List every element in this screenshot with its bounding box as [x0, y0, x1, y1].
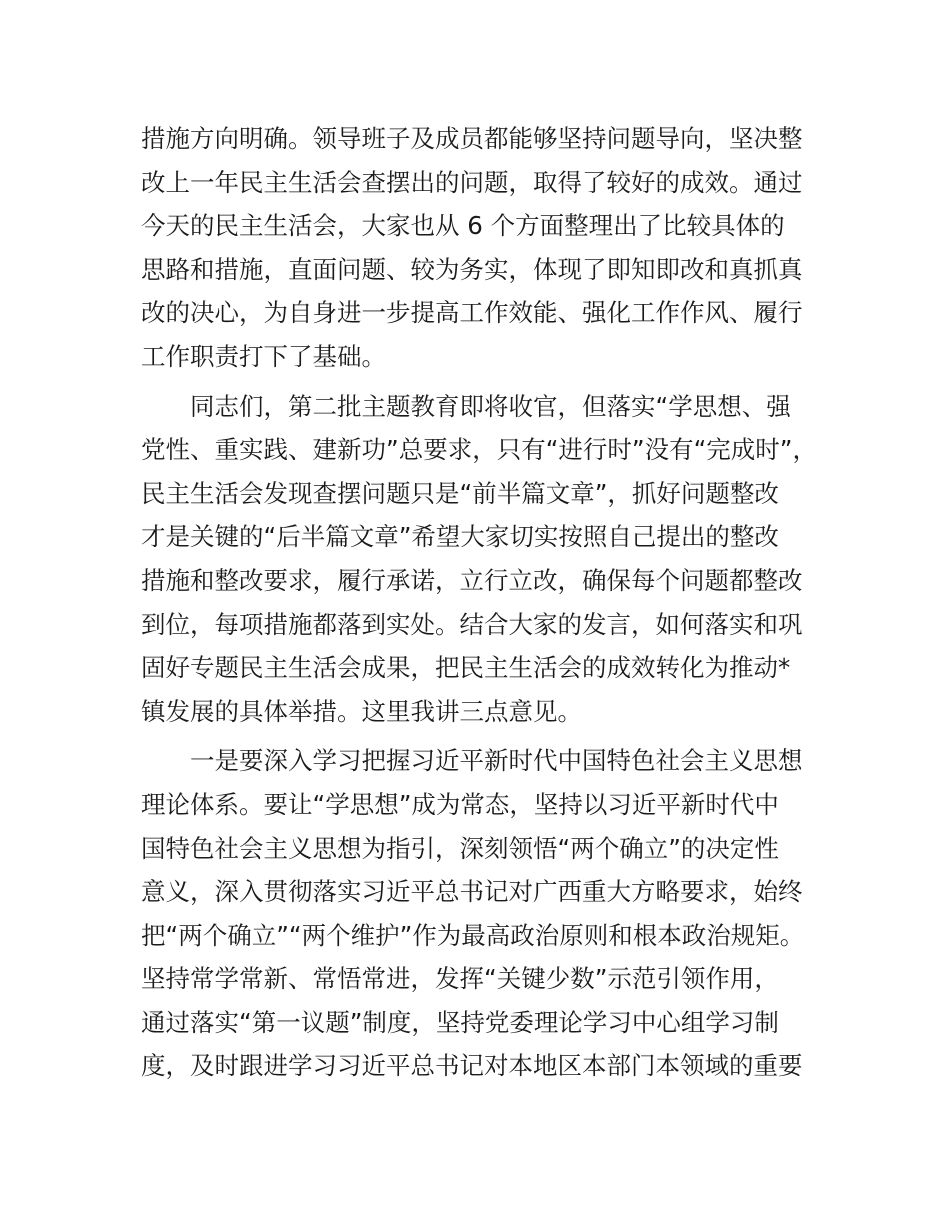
text-line: 国特色社会主义思想为指引，深刻领悟“两个确立”的决定性 [141, 833, 779, 863]
document-body [141, 117, 841, 1088]
text-line: 改的决心，为自身进一步提高工作效能、强化工作作风、履行 [141, 298, 803, 328]
text-line: 度，及时跟进学习习近平总书记对本地区本部门本领域的重要 [141, 1051, 803, 1081]
text-line: 才是关键的“后半篇文章”希望大家切实按照自己提出的整改 [141, 522, 779, 552]
text-line: 措施和整改要求，履行承诺，立行立改，确保每个问题都整改 [141, 565, 803, 595]
paragraph-1 [141, 117, 841, 379]
text-line: 措施方向明确。领导班子及成员都能够坚持问题导向，坚决整 [141, 124, 803, 153]
text-line: 镇发展的具体举措。这里我讲三点意见。 [141, 696, 582, 726]
text-line: 通过落实“第一议题”制度，坚持党委理论学习中心组学习制 [141, 1007, 779, 1037]
paragraph-2 [141, 385, 841, 734]
text-line: 工作职责打下了基础。 [141, 341, 386, 371]
text-line: 同志们，第二批主题教育即将收官，但落实“学思想、强 [190, 391, 791, 421]
text-line: 思路和措施，直面问题、较为务实，体现了即知即改和真抓真 [141, 254, 803, 284]
text-line: 坚持常学常新、常悟常进，发挥“关键少数”示范引领作用， [141, 964, 779, 994]
text-line: 意义，深入贯彻落实习近平总书记对广西重大方略要求，始终 [141, 877, 803, 907]
text-line: 改上一年民主生活会查摆出的问题，取得了较好的成效。通过 [141, 167, 803, 197]
text-line: 把“两个确立”“两个维护”作为最高政治原则和根本政治规矩。 [141, 920, 805, 950]
text-line: 一是要深入学习把握习近平新时代中国特色社会主义思想 [190, 746, 803, 776]
paragraph-3 [141, 739, 841, 1088]
text-line: 党性、重实践、建新功”总要求，只有“进行时”没有“完成时”， [141, 435, 817, 465]
text-line: 民主生活会发现查摆问题只是“前半篇文章”，抓好问题整改 [141, 478, 779, 508]
text-line: 到位，每项措施都落到实处。结合大家的发言，如何落实和巩 [141, 609, 803, 639]
text-line: 今天的民主生活会，大家也从 6 个方面整理出了比较具体的 [141, 211, 785, 241]
text-line: 固好专题民主生活会成果，把民主生活会的成效转化为推动* [141, 653, 791, 683]
text-line: 理论体系。要让“学思想”成为常态，坚持以习近平新时代中 [141, 789, 779, 819]
